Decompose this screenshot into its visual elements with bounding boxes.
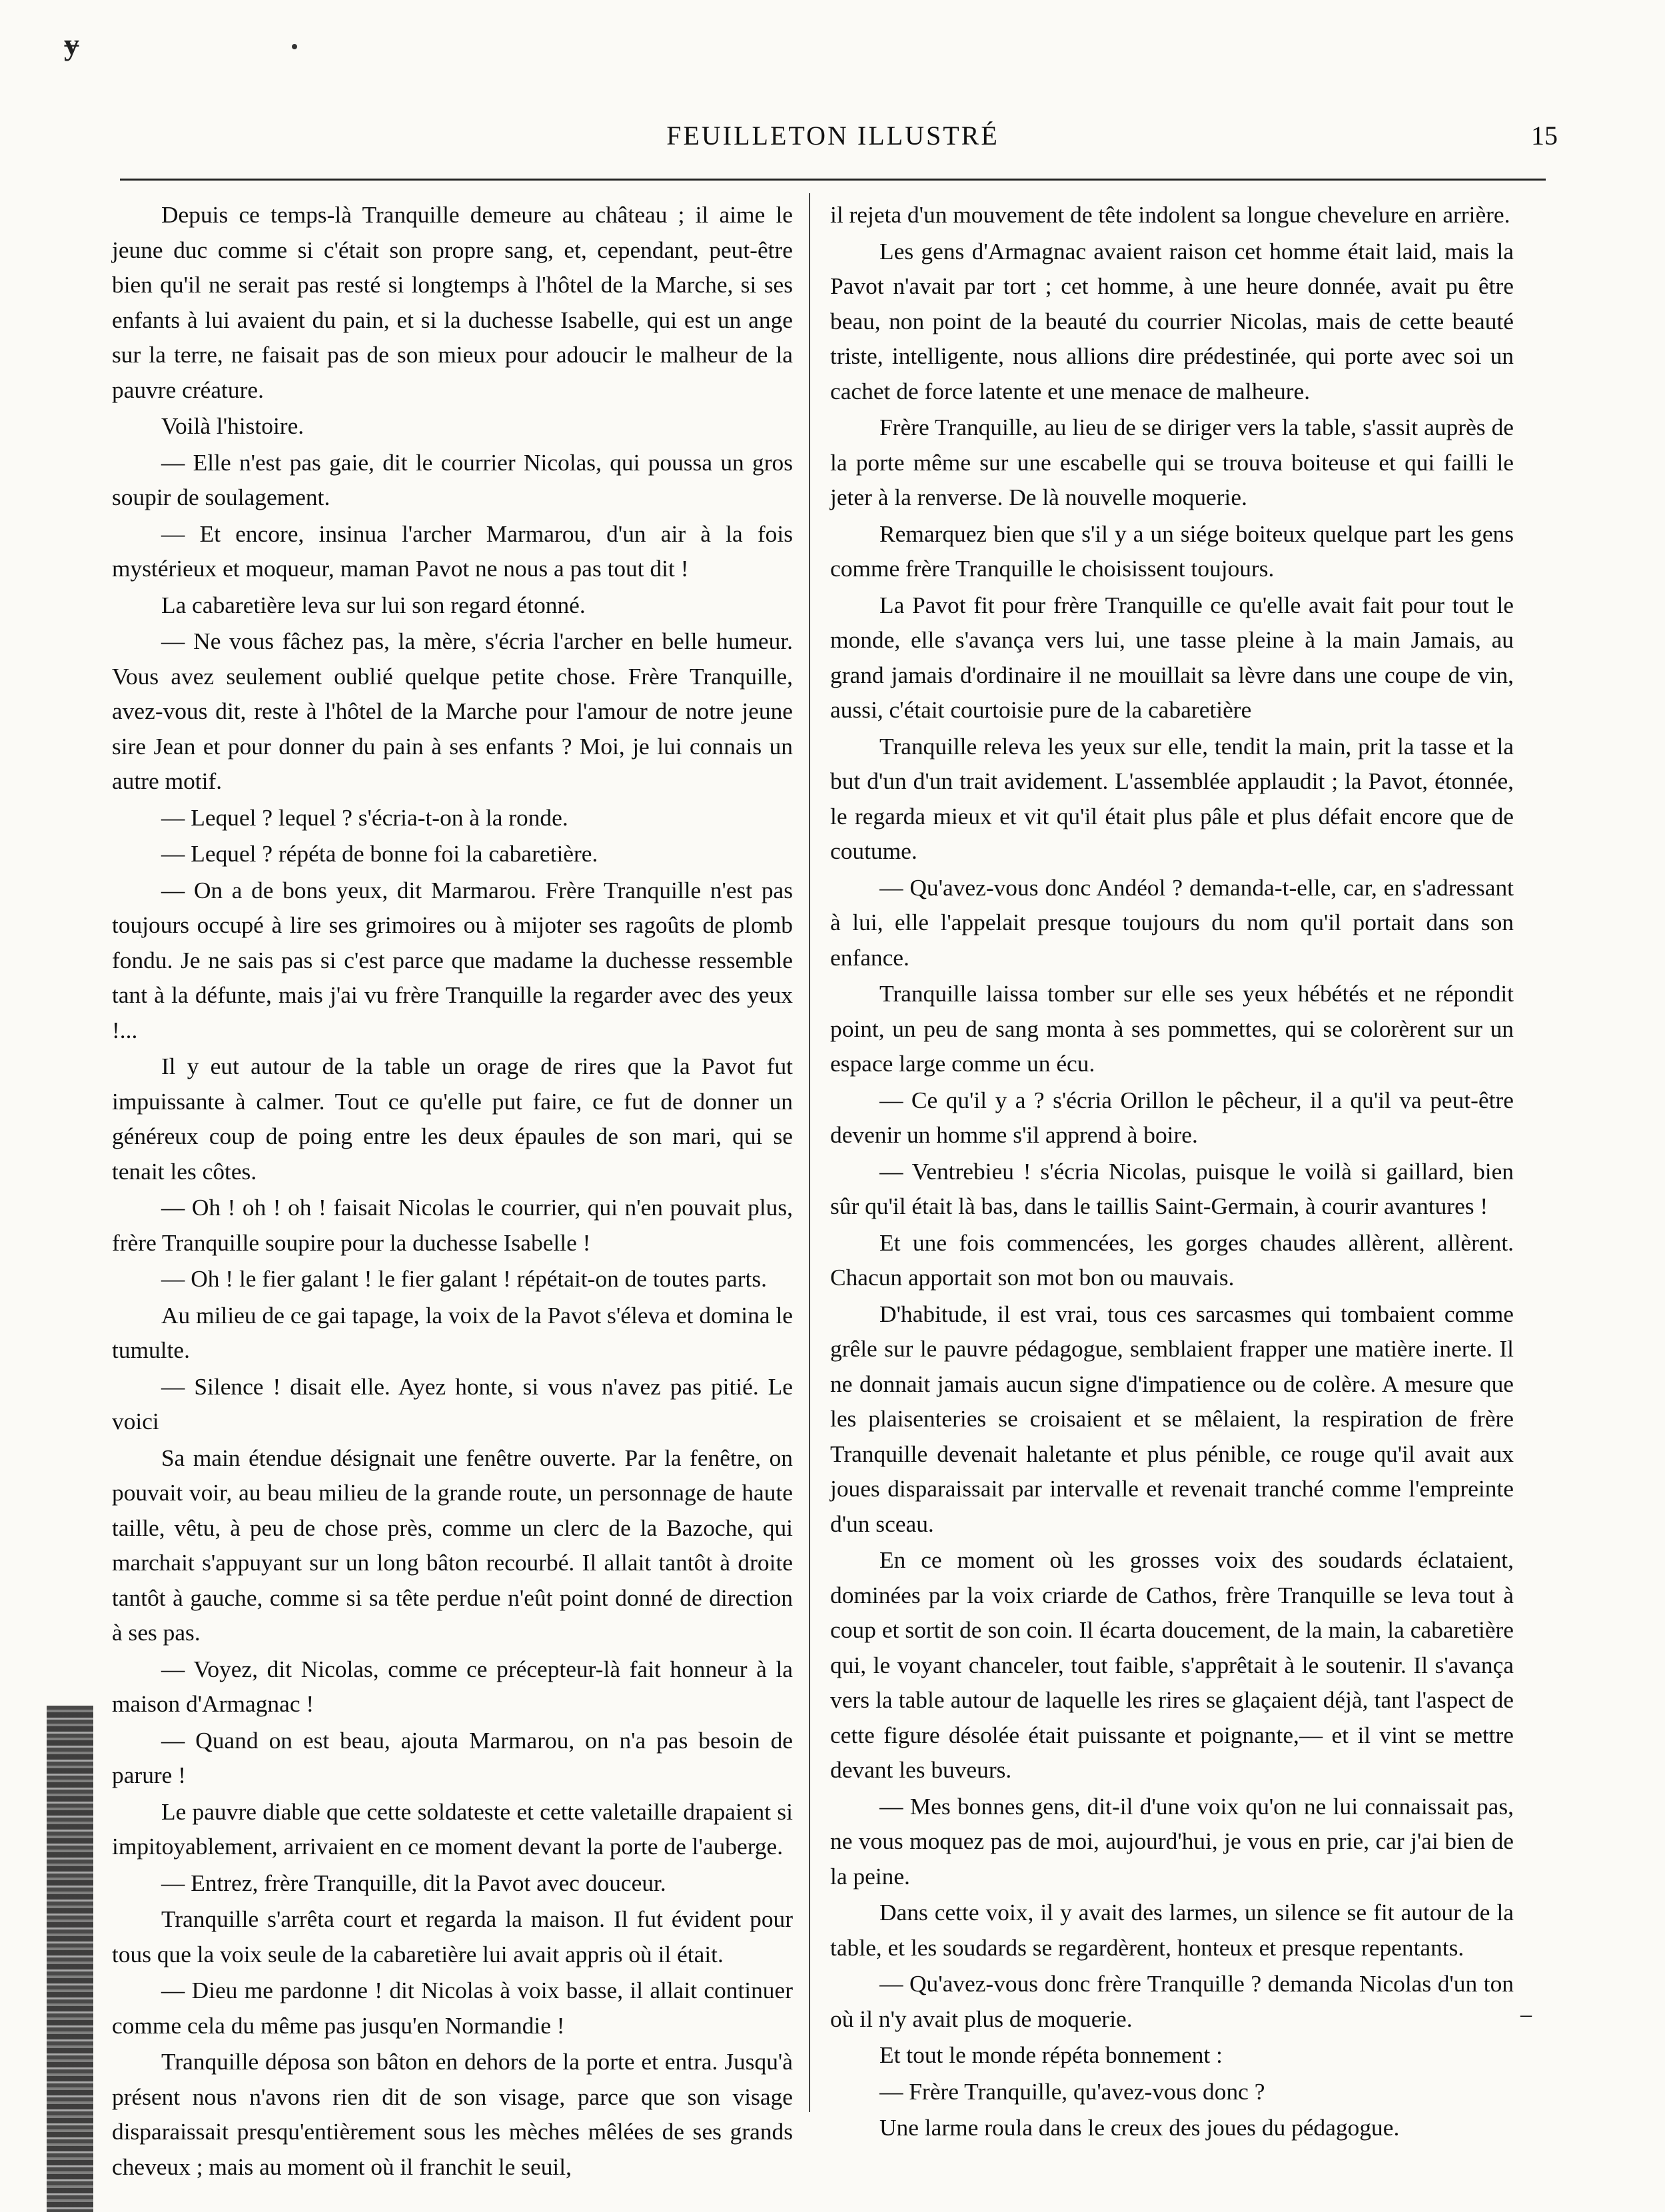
paragraph: Et une fois commencées, les gorges chaudes allèrent, allèrent. Chacun apportait son mot bon ou mauvais. <box>830 1229 1514 1291</box>
paragraph: Sa main étendue désignait une fenêtre ouverte. Par la fenêtre, on pouvait voir, au beau milieu de la grande route, un personnage de haute taille, vêtu, à peu de chose près, comme un clerc de la Bazoche, qui marchait s'appuyant sur un long bâton recourbé. Il allait tantôt à droite tantôt à gauche, comme si sa tête perdue n'eût point donné de direction à ses pas. <box>112 1444 793 1646</box>
paragraph: Il y eut autour de la table un orage de rires que la Pavot fut impuissante à calmer. Tout ce qu'elle put faire, ce fut de donner un généreux coup de poing entre les deux épaules de son mari, qui se tenait les côtes. <box>112 1053 793 1185</box>
paragraph: D'habitude, il est vrai, tous ces sarcasmes qui tombaient comme grêle sur le pauvre pédagogue, semblaient frapper une matière inerte. Il ne donnait jamais aucun signe d'impatience ou de colère. A mesure que les plaisenteries se croisaient et se mêlaient, la respiration de frère Tranquille devenait haletante et plus pénible, ce rouge qu'il avait aux joues disparaissait par intervalle et revenait tranché comme l'empreinte d'un sceau. <box>830 1300 1514 1537</box>
paragraph: Dans cette voix, il y avait des larmes, un silence se fit autour de la table, et les soudards se regardèrent, honteux et presque repentants. <box>830 1899 1514 1961</box>
paragraph: Voilà l'histoire. <box>161 412 304 439</box>
paragraph: — Quand on est beau, ajouta Marmarou, on n'a pas besoin de parure ! <box>112 1726 793 1788</box>
paragraph: Tranquille déposa son bâton en dehors de la porte et entra. Jusqu'à présent nous n'avons rien dit de son visage, parce que son visage disparaissait presqu'entièrement sous les mèches mêlées de ses grands cheveux ; mais au moment où il franchit le seuil, <box>112 2048 793 2180</box>
paragraph: La cabaretière leva sur lui son regard étonné. <box>161 591 586 618</box>
paragraph: Tranquille laissa tomber sur elle ses yeux hébétés et ne répondit point, un peu de sang monta à ses pommettes, qui se colorèrent sur un espace large comme un écu. <box>830 980 1514 1077</box>
paragraph: En ce moment où les grosses voix des soudards éclataient, dominées par la voix criarde de Cathos, frère Tranquille se leva tout à coup et sortit de son coin. Il écarta doucement, de la main, la cabaretière qui, le voyant chanceler, tout faible, s'apprêtait à le soutenir. Il s'avança vers la table autour de laquelle les rires se glaçaient déjà, tant l'aspect de cette figure désolée était puissante et poignante,— et il vint se mettre devant les buveurs. <box>830 1546 1514 1783</box>
paragraph: — Ne vous fâchez pas, la mère, s'écria l'archer en belle humeur. Vous avez seulement oublié quelque petite chose. Frère Tranquille, avez-vous dit, reste à l'hôtel de la Marche pour l'amour de notre jeune sire Jean et pour donner du pain à ses enfants ? Moi, je lui connais un autre motif. <box>112 628 793 794</box>
paragraph: — Qu'avez-vous donc Andéol ? demanda-t-elle, car, en s'adressant à lui, elle l'appelait presque toujours du nom qu'il portait dans son enfance. <box>830 873 1514 971</box>
running-title: FEUILLETON ILLUSTRÉ <box>666 121 999 151</box>
paragraph: — Lequel ? répéta de bonne foi la cabaretière. <box>161 840 598 867</box>
paragraph: Tranquille releva les yeux sur elle, tendit la main, prit la tasse et la but d'un d'un trait avidement. L'assemblée applaudit ; la Pavot, étonnée, le regarda mieux et vit qu'il était plus pâle et plus défait encore que de coutume. <box>830 732 1514 864</box>
paragraph: — Silence ! disait elle. Ayez honte, si vous n'avez pas pitié. Le voici <box>112 1373 793 1434</box>
paragraph: — Lequel ? lequel ? s'écria-t-on à la ronde. <box>161 804 568 831</box>
paragraph: Au milieu de ce gai tapage, la voix de la Pavot s'éleva et domina le tumulte. <box>112 1301 793 1363</box>
paragraph: Une larme roula dans le creux des joues du pédagogue. <box>879 2114 1400 2141</box>
paragraph: — Qu'avez-vous donc frère Tranquille ? demanda Nicolas d'un ton où il n'y avait plus de moquerie. <box>830 1970 1514 2032</box>
paragraph: — Mes bonnes gens, dit-il d'une voix qu'on ne lui connaissait pas, ne vous moquez pas de moi, aujourd'hui, je vous en prie, car j'ai bien de la peine. <box>830 1792 1514 1890</box>
paragraph: Depuis ce temps-là Tranquille demeure au château ; il aime le jeune duc comme si c'était son propre sang, et, cependant, peut-être bien qu'il ne serait pas resté si longtemps à l'hôtel de la Marche, si ses enfants à lui avaient du pain, et si la duchesse Isabelle, qui est un ange sur la terre, ne faisait pas de son mieux pour adoucir le malheur de la pauvre créature. <box>112 201 793 403</box>
paragraph: — Dieu me pardonne ! dit Nicolas à voix basse, il allait continuer comme cela du même pas jusqu'en Normandie ! <box>112 1977 793 2039</box>
scan-artifact-dot <box>292 44 297 49</box>
paragraph: Frère Tranquille, au lieu de se diriger vers la table, s'assit auprès de la porte même sur une escabelle qui se trouva boiteuse et qui failli le jeter à la renverse. De là nouvelle moquerie. <box>830 414 1514 510</box>
column-divider <box>809 193 810 2112</box>
paragraph: — Frère Tranquille, qu'avez-vous donc ? <box>879 2077 1265 2105</box>
paragraph: — On a de bons yeux, dit Marmarou. Frère Tranquille n'est pas toujours occupé à lire ses grimoires ou à mijoter ses ragoûts de plomb fondu. Je ne sais pas si c'est parce que madame la duchesse ressemble tant à la défunte, mais j'ai vu frère Tranquille la regarder avec des yeux !... <box>112 876 793 1043</box>
paragraph: Remarquez bien que s'il y a un siége boiteux quelque part les gens comme frère Tranquille le choisissent toujours. <box>830 520 1514 582</box>
paragraph: Le pauvre diable que cette soldateste et cette valetaille drapaient si impitoyablement, arrivaient en ce moment devant la porte de l'auberge. <box>112 1798 793 1860</box>
margin-mark: – <box>1520 2002 1532 2027</box>
paragraph: — Voyez, dit Nicolas, comme ce précepteur-là fait honneur à la maison d'Armagnac ! <box>112 1655 793 1717</box>
paragraph: — Elle n'est pas gaie, dit le courrier Nicolas, qui poussa un gros soupir de soulagement. <box>112 448 793 510</box>
paragraph: — Oh ! oh ! oh ! faisait Nicolas le courrier, qui n'en pouvait plus, frère Tranquille soupire pour la duchesse Isabelle ! <box>112 1194 793 1256</box>
page-header <box>120 120 1558 160</box>
paragraph: — Et encore, insinua l'archer Marmarou, d'un air à la fois mystérieux et moqueur, maman Pavot ne nous a pas tout dit ! <box>112 520 793 582</box>
header-rule <box>120 179 1546 181</box>
paragraph: — Ventrebieu ! s'écria Nicolas, puisque le voilà si gaillard, bien sûr qu'il était là bas, dans le taillis Saint-Germain, à courir avantures ! <box>830 1157 1514 1219</box>
page-number: 15 <box>1531 121 1558 151</box>
paragraph: La Pavot fit pour frère Tranquille ce qu'elle avait fait pour tout le monde, elle s'avança vers lui, une tasse pleine à la main Jamais, au grand jamais d'ordinaire il ne mouillait sa lèvre dans une coupe de vin, aussi, c'était courtoisie pure de la cabaretière <box>830 591 1514 723</box>
binding-edge-artifact <box>47 1706 93 2212</box>
left-column <box>112 197 793 2185</box>
right-column <box>830 197 1514 2147</box>
paragraph: Les gens d'Armagnac avaient raison cet homme était laid, mais la Pavot n'avait par tort ; cet homme, à une heure donnée, avait pu être beau, non point de la beauté du courrier Nicolas, mais de cette beauté triste, intelligente, nous allions dire prédestinée, qui porte avec soi un cachet de force latente et une menace de malheure. <box>830 237 1514 404</box>
paragraph: — Oh ! le fier galant ! le fier galant ! répétait-on de toutes parts. <box>161 1265 767 1292</box>
paragraph: il rejeta d'un mouvement de tête indolent sa longue chevelure en arrière. <box>830 201 1510 228</box>
paragraph: — Ce qu'il y a ? s'écria Orillon le pêcheur, il a qu'il va peut-être devenir un homme s'il apprend à boire. <box>830 1086 1514 1148</box>
paragraph: — Entrez, frère Tranquille, dit la Pavot avec douceur. <box>161 1869 666 1896</box>
scan-artifact-mark: ɏ <box>64 27 79 61</box>
paragraph: Tranquille s'arrêta court et regarda la maison. Il fut évident pour tous que la voix seule de la cabaretière lui avait appris où il était. <box>112 1906 793 1967</box>
paragraph: Et tout le monde répéta bonnement : <box>879 2041 1223 2068</box>
